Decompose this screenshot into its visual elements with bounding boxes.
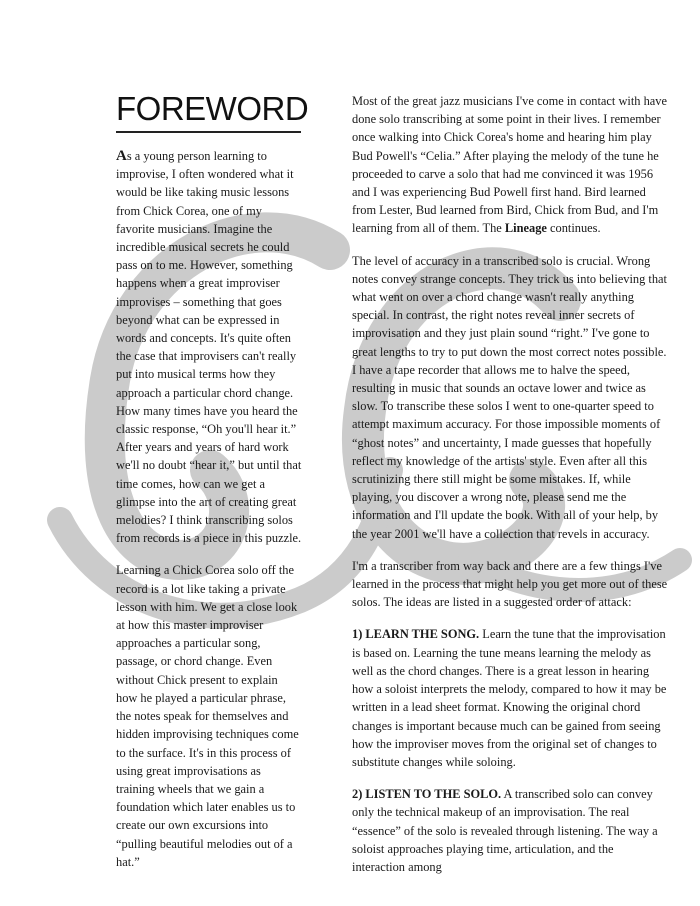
lineage-paragraph <box>352 92 668 238</box>
intro-paragraph-text: s a young person learning to improvise, I often wondered what it would be like taking music lessons from Chick Corea, one of my favorite musicians. Imagine the incredible musical secrets he could pass on to me. However, something happens when a great improviser improvises – something that goes beyond what can be expressed in words and concepts. It's quite often the case that improvisers can't really put into musical terms how they approach a particular chord change. How many times have you heard the classic response, “Oh you'll hear it.” After years and years of hard work we'll no doubt “hear it,” but until that time comes, how can we get a glimpse into the art of creating great melodies? I think transcribing solos from records is a piece in this puzzle. <box>116 149 302 546</box>
lesson-paragraph: Learning a Chick Corea solo off the record is a lot like taking a private lesson with him. We get a close look at how this master improviser approaches a particular song, passage, or chord change. Even without Chick present to explain how he played a particular phrase, the notes speak for themselves and hidden improvising techniques come to the surface. It's in this process of using great improvisations as training wheels that we gain a foundation which later enables us to create our own excursions into “pulling beautiful melodies out of a hat.” <box>116 563 299 869</box>
drop-cap: A <box>116 148 127 164</box>
learn-song-heading: 1) LEARN THE SONG. <box>352 627 480 642</box>
accuracy-paragraph: The level of accuracy in a transcribed solo is crucial. Wrong notes convey strange concepts. They trick us into believing that what went on over a chord change wasn't really anything special. In contrast, the right notes reveal inner secrets of improvisation and they just plain sound “right.” I've gone to great lengths to try to put down the most correct notes possible. I have a tape recorder that allows me to halve the speed, resulting in music that sounds an octave lower and twice as slow. To transcribe these solos I went to one-quarter speed to attempt maximum accuracy. For those impossible moments of “ghost notes” and uncertainty, I made guesses that hopefully reflect my knowledge of the artists' style. Even after all this scrutinizing there still might be some mistakes. If, while playing, you discover a wrong note, please send me the information and I'll update the book. With all of your help, by the year 2001 we'll have a collection that revels in accuracy. <box>352 253 667 541</box>
intro-paragraph <box>116 147 302 547</box>
lineage-paragraph-end: continues. <box>550 221 601 236</box>
lineage-bold: Lineage <box>504 221 547 236</box>
listen-solo-paragraph <box>352 785 668 876</box>
page-title: FOREWORD <box>116 90 309 127</box>
listen-solo-heading: 2) LISTEN TO THE SOLO. <box>352 787 502 802</box>
title-underline <box>116 131 301 133</box>
lineage-paragraph-text: Most of the great jazz musicians I've come in contact with have done solo transcribing at some point in their lives. I remember once walking into Chick Corea's home and hearing him play Bud Powell's “Celia.” After playing the melody of the tune he proceeded to carve a solo that had me convinced it was 1956 and I was experiencing Bud Powell first hand. Bird learned from Lester, Bud learned from Bird, Chick from Bud, and I'm learning from all of them. The <box>352 94 667 236</box>
transcriber-paragraph: I'm a transcriber from way back and there are a few things I've learned in the process that might help you get more out of these solos. The ideas are listed in a suggested order of attack: <box>352 558 668 610</box>
left-column <box>116 147 302 885</box>
learn-song-paragraph <box>352 625 668 771</box>
listen-solo-text: A transcribed solo can convey only the technical makeup of an improvisation. The real “essence” of the solo is revealed through listening. The way a soloist approaches playing time, articulation, and the interaction among <box>352 787 658 874</box>
learn-song-text: Learn the tune that the improvisation is based on. Learning the tune means learning the melody as well as the chord changes. There is a great lesson in hearing how a soloist interprets the melody, compared to how it may be written in a lead sheet format. Knowing the original chord changes is important because much can be gained from seeing how the improviser moves from the original set of changes to substitute changes while soloing. <box>352 627 667 769</box>
right-column <box>352 92 668 890</box>
